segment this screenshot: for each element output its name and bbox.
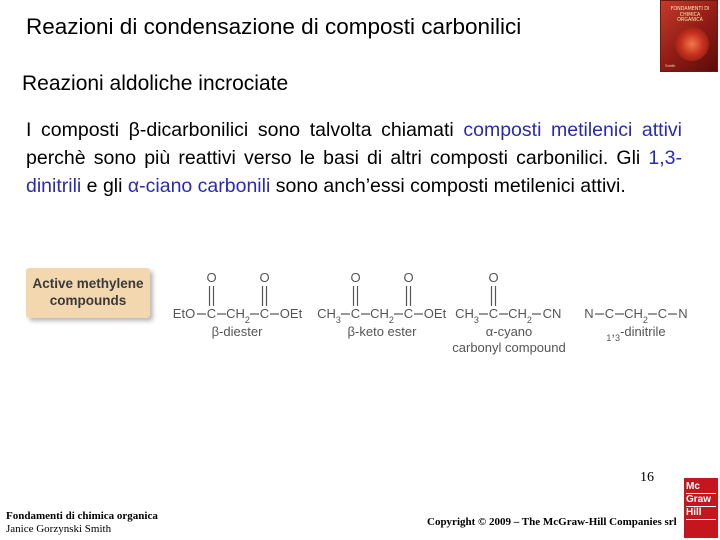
atom-group: OEt [423,306,447,321]
footer-book-title: Fondamenti di chimica organica [6,510,158,522]
atom-group: EtO [172,306,196,321]
compound-name-label: β-diester [211,324,263,339]
copyright-notice: Copyright © 2009 – The McGraw-Hill Companies srl [427,516,677,528]
atom-group: OEt [279,306,303,321]
flower-illustration [675,27,709,61]
badge-line-2: compounds [49,293,127,308]
paragraph-text: perchè sono più reattivi verso le basi di altri composti carbonilici. Gli [26,147,649,169]
logo-line: Graw [686,494,716,507]
atom-group: $CH_3$ [455,306,479,325]
carbonyl-oxygen: O [259,270,270,285]
atom-group: C [488,306,499,321]
book-cover-title: FONDAMENTI DI CHIMICA ORGANICA [670,7,710,23]
atom-group: N [678,306,688,321]
compound-name-label: β-keto ester [347,324,417,339]
atom-group: CN [542,306,562,321]
atom-group: $CH_2$ [226,306,250,325]
atom-group: C [403,306,414,321]
active-methylene-badge [26,268,150,318]
footer-author: Janice Gorzynski Smith [6,523,112,535]
compound-name-label: α-cyano [485,324,533,339]
compound-name-label: $_1,_3$-dinitrile [606,324,666,343]
carbonyl-oxygen: O [206,270,217,285]
paragraph-text: I composti [26,119,129,141]
atom-group: C [206,306,217,321]
book-cover-image [660,0,718,72]
mcgraw-hill-logo [684,478,718,538]
carbonyl-oxygen: O [350,270,361,285]
atom-group: N [584,306,594,321]
logo-line: Hill [686,507,716,520]
highlighted-term: composti metilenici attivi [463,119,682,141]
paragraph-text: β [128,119,140,141]
paragraph-text: sono anch’essi composti metilenici attivi. [270,175,626,197]
atom-group: $CH_3$ [317,306,341,325]
carbonyl-oxygen: O [488,270,499,285]
paragraph-text: e gli [81,175,128,197]
atom-group: $CH_2$ [624,306,648,325]
atom-group: $CH_2$ [508,306,532,325]
highlighted-term: α-ciano carbonili [127,175,271,197]
atom-group: C [604,306,615,321]
page-number: 16 [640,470,654,485]
paragraph-text: -dicarbonilici sono talvolta chiamati [139,119,464,141]
atom-group: C [259,306,270,321]
slide-subtitle: Reazioni aldoliche incrociate [22,72,289,95]
body-paragraph [26,116,682,200]
slide-title: Reazioni di condensazione di composti carbonilici [26,14,522,39]
atom-group: C [350,306,361,321]
active-methylene-structures [160,266,700,358]
compound-name-label: carbonyl compound [452,340,566,355]
book-cover-author: Smith [665,63,676,68]
atom-group: $CH_2$ [370,306,394,325]
highlighted-term: 1,3-dinitrili [26,147,682,197]
carbonyl-oxygen: O [403,270,414,285]
atom-group: C [657,306,668,321]
logo-line: Mc [686,481,716,494]
badge-line-1: Active methylene [32,276,144,291]
